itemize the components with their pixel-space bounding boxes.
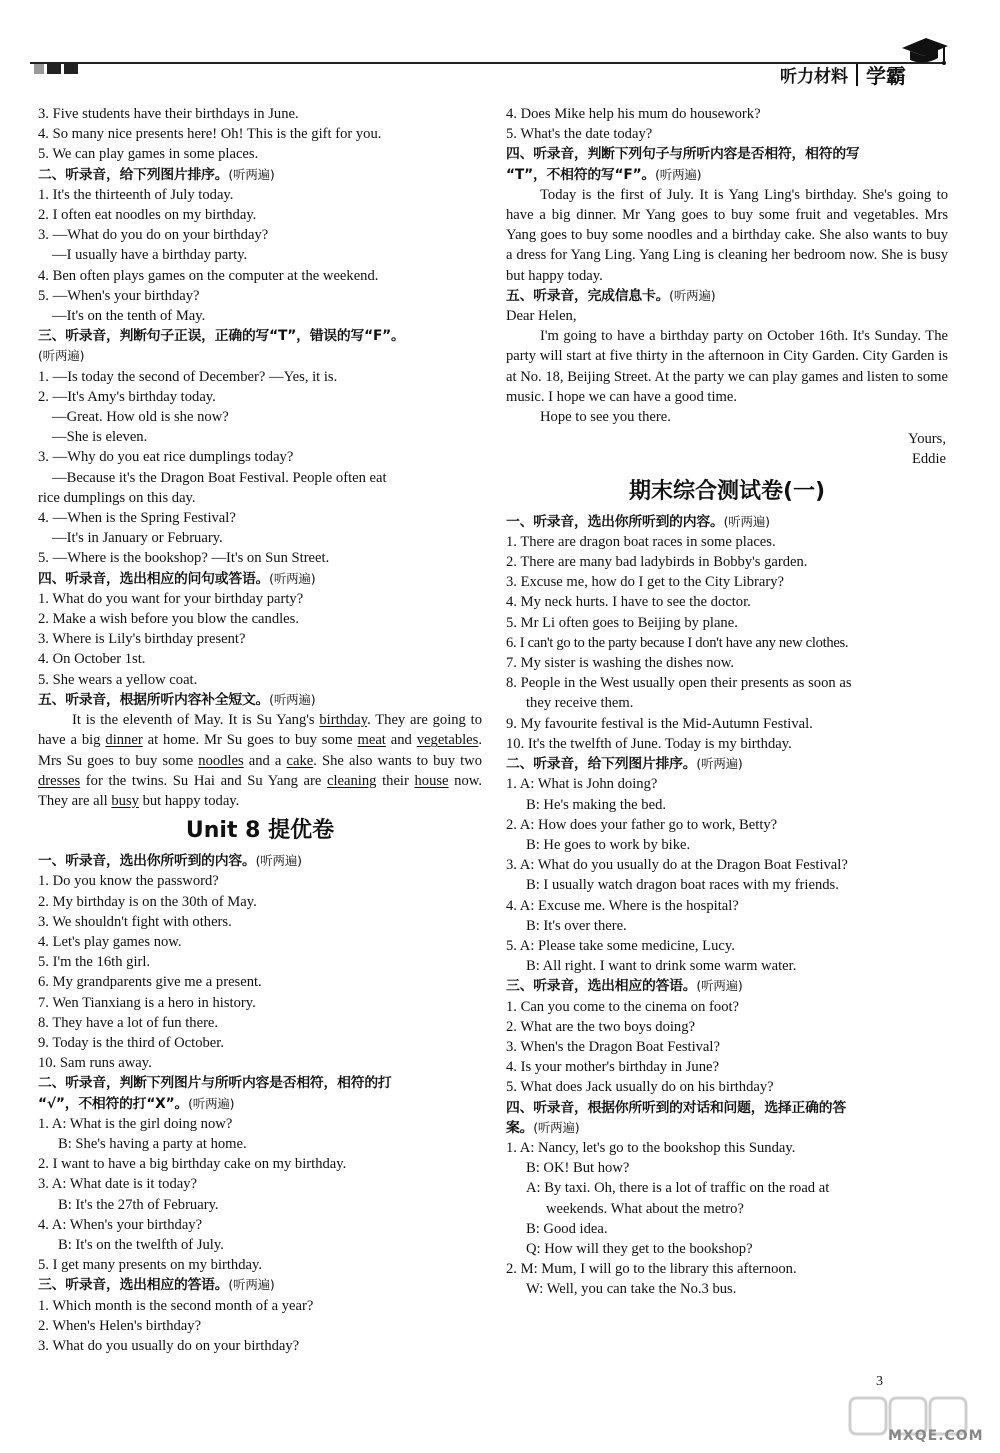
text-line: 5. I'm the 16th girl. [38,954,151,971]
text-line: 3. Excuse me, how do I get to the City Library? [506,574,785,591]
text-line: 8. They have a lot of fun there. [38,1014,219,1031]
section-heading: 五、听录音，完成信息卡。(听两遍) [506,287,716,304]
text-line: B: He's making the bed. [526,796,667,813]
text-line: 4. On October 1st. [38,651,146,668]
text-line: B: It's on the twelfth of July. [58,1236,224,1253]
text-line: 2. What are the two boys doing? [506,1018,695,1035]
text-line: 2. —It's Amy's birthday today. [38,388,216,405]
text-line: 1. Do you know the password? [38,873,219,890]
text-line: 1. Can you come to the cinema on foot? [506,998,740,1015]
text-line: B: Good idea. [526,1220,608,1237]
text-line: they receive them. [526,695,634,712]
header-brand: 学霸 [866,64,906,88]
text-line: 4. A: Excuse me. Where is the hospital? [506,897,739,914]
text-line: 5. —Where is the bookshop? —It's on Sun Street. [38,550,330,567]
text-line: 2. I often eat noodles on my birthday. [38,207,257,224]
text-line: B: It's the 27th of February. [58,1196,219,1213]
section-heading: 五、听录音，根据所听内容补全短文。(听两遍) [38,691,316,708]
section-heading: 四、听录音，选出相应的问句或答语。(听两遍) [38,570,316,587]
answer-word: vegetables [416,732,479,749]
letter-signoff: Yours, [908,431,946,448]
text-line: Q: How will they get to the bookshop? [526,1240,753,1257]
left-column [38,104,482,1356]
answer-word: dinner [105,732,143,749]
text-line: 2. When's Helen's birthday? [38,1317,202,1334]
text-line: —It's on the tenth of May. [52,308,206,325]
text-line: 10. Sam runs away. [38,1055,152,1072]
text-line: 5. I get many presents on my birthday. [38,1257,262,1274]
text-line: 6. My grandparents give me a present. [38,974,262,991]
text-line: 5. —When's your birthday? [38,287,200,304]
answer-word: house [414,772,449,789]
text-line: 3. A: What date is it today? [38,1176,198,1193]
text-line: 5. She wears a yellow coat. [38,671,198,688]
section-heading: 一、听录音，选出你所听到的内容。(听两遍) [38,853,302,870]
text-line: 9. My favourite festival is the Mid-Autumn Festival. [506,715,813,732]
text-line: 1. What do you want for your birthday party? [38,590,304,607]
text-line: 4. —When is the Spring Festival? [38,510,236,527]
text-line: 1. A: What is the girl doing now? [38,1115,233,1132]
text-line: —Great. How old is she now? [52,409,229,426]
text-line: —She is eleven. [52,429,148,446]
text-line: B: I usually watch dragon boat races with my friends. [526,877,839,894]
text-line: rice dumplings on this day. [38,489,196,506]
text-line: B: He goes to work by bike. [526,836,691,853]
text-line: weekends. What about the metro? [546,1200,744,1217]
header-marks [34,64,78,74]
text-line: 5. We can play games in some places. [38,146,259,163]
section-heading: 三、听录音，选出相应的答语。(听两遍) [38,1277,275,1294]
text-line: 3. What do you usually do on your birthday? [38,1337,300,1354]
text-line: 1. It's the thirteenth of July today. [38,186,234,203]
answer-word: cleaning [327,772,377,789]
text-line: 2. A: How does your father go to work, Betty? [506,816,778,833]
section-note: (听两遍) [38,348,85,364]
text-line: 3. When's the Dragon Boat Festival? [506,1038,720,1055]
text-line: 7. Wen Tianxiang is a hero in history. [38,994,256,1011]
text-line: 4. Is your mother's birthday in June? [506,1059,719,1076]
section-heading: “T”，不相符的写“F”。(听两遍) [506,166,702,183]
text-line: 10. It's the twelfth of June. Today is my birthday. [506,735,792,752]
text-line: 3. A: What do you usually do at the Dragon Boat Festival? [506,857,848,874]
section-heading: 二、听录音，给下列图片排序。(听两遍) [38,166,275,183]
page-number: 3 [876,1374,883,1389]
text-line: 5. What does Jack usually do on his birthday? [506,1079,774,1096]
exam-title: 期末综合测试卷(一) [628,478,826,504]
section-heading: 一、听录音，选出你所听到的内容。(听两遍) [506,513,770,530]
text-line: B: OK! But how? [526,1160,630,1177]
text-line: 9. Today is the third of October. [38,1034,224,1051]
text-line: W: Well, you can take the No.3 bus. [526,1281,737,1298]
answer-word: meat [357,732,386,749]
text-line: 1. Which month is the second month of a year? [38,1297,314,1314]
text-line: 4. Let's play games now. [38,933,182,950]
section-heading: 案。(听两遍) [506,1119,580,1136]
letter-closing-line: Hope to see you there. [540,409,671,426]
text-line: 4. Ben often plays games on the computer at the weekend. [38,267,379,284]
text-line: 6. I can't go to the party because I don't have any new clothes. [506,634,849,651]
section-heading: “√”，不相符的打“X”。(听两遍) [38,1095,235,1112]
section-heading: 三、听录音，选出相应的答语。(听两遍) [506,978,743,995]
letter-signature: Eddie [911,451,946,468]
text-line: 2. There are many bad ladybirds in Bobby's garden. [506,554,808,571]
text-line: 4. A: When's your birthday? [38,1216,203,1233]
watermark-text: MXQE.COM [888,1428,984,1444]
text-line: 3. Five students have their birthdays in June. [38,106,299,122]
text-line: —I usually have a birthday party. [52,247,248,264]
unit-title: Unit 8 提优卷 [185,818,335,844]
text-line: 3. Where is Lily's birthday present? [38,631,246,648]
answer-word: dresses [38,772,81,789]
text-line: 3. —What do you do on your birthday? [38,227,269,244]
letter-greeting: Dear Helen, [506,308,577,325]
section-heading: 二、听录音，判断下列图片与所听内容是否相符，相符的打 [38,1075,392,1092]
text-line: 2. My birthday is on the 30th of May. [38,893,257,910]
text-line: A: By taxi. Oh, there is a lot of traffic on the road at [526,1180,830,1197]
text-line: 2. M: Mum, I will go to the library this afternoon. [506,1261,797,1278]
text-line: 5. Mr Li often goes to Beijing by plane. [506,614,738,631]
section-heading: 三、听录音，判断句子正误，正确的写“T”，错误的写“F”。 [38,328,405,345]
text-line: B: She's having a party at home. [58,1135,247,1152]
answer-word: busy [111,792,139,809]
text-line: 1. A: Nancy, let's go to the bookshop this Sunday. [506,1139,796,1156]
graduation-cap-icon [900,32,950,72]
text-line: 4. Does Mike help his mum do housework? [506,106,761,122]
text-line: —It's in January or February. [52,530,223,547]
text-line: 8. People in the West usually open their presents as soon as [506,675,852,692]
text-line: 4. So many nice presents here! Oh! This is the gift for you. [38,126,382,143]
text-line: 1. —Is today the second of December? —Yes, it is. [38,368,338,385]
page-header [780,60,906,89]
answer-word: birthday [319,712,368,729]
answer-word: cake [286,752,314,769]
text-line: 5. A: Please take some medicine, Lucy. [506,937,735,954]
text-line: 1. A: What is John doing? [506,776,658,793]
letter-body: I'm going to have a birthday party on October 16th. It's Sunday. The party will start at five thirty in the afternoon in City Garden. City Garden is at No. 18, Beijing Street. At the party we can play games and listen to some music. I hope we can have a good time. [506,328,948,405]
section-heading: 四、听录音，根据你所听到的对话和问题，选择正确的答 [506,1099,846,1116]
text-line: 4. My neck hurts. I have to see the doctor. [506,594,751,611]
header-label: 听力材料 [780,67,848,87]
text-line: —Because it's the Dragon Boat Festival. People often eat [52,469,387,486]
cloze-paragraph: It is the eleventh of May. It is Su Yang's birthday. They are going to have a big dinner at home. Mr Su goes to buy some meat and vegetables. Mrs Su goes to buy some noodles and a cake. She also wants to buy two dresses for the twins. Su Hai and Su Yang are cleaning their house now. They are all busy but happy today. [38,712,482,809]
section-heading: 二、听录音，给下列图片排序。(听两遍) [506,756,743,773]
right-column [506,104,948,1300]
text-line: 7. My sister is washing the dishes now. [506,655,735,672]
answer-word: noodles [198,752,244,769]
text-line: B: It's over there. [526,917,627,934]
text-line: 1. There are dragon boat races in some places. [506,533,776,550]
text-line: 5. What's the date today? [506,126,653,143]
text-line: 2. I want to have a big birthday cake on my birthday. [38,1156,347,1173]
text-line: 3. —Why do you eat rice dumplings today? [38,449,294,466]
header-separator [856,64,858,86]
section-heading: 四、听录音，判断下列句子与所听内容是否相符，相符的写 [506,146,860,163]
text-line: 2. Make a wish before you blow the candles. [38,611,299,628]
listening-paragraph: Today is the first of July. It is Yang Ling's birthday. She's going to have a big dinner. Mr Yang goes to buy some fruit and vegetables. Mrs Yang goes to buy some noodles and a birthday cake. She also wants to buy a dress for Yang Ling. Yang Ling is cleaning her bedroom now. She is busy but happy today. [506,186,948,284]
text-line: 3. We shouldn't fight with others. [38,913,232,930]
text-line: B: All right. I want to drink some warm water. [526,958,797,975]
